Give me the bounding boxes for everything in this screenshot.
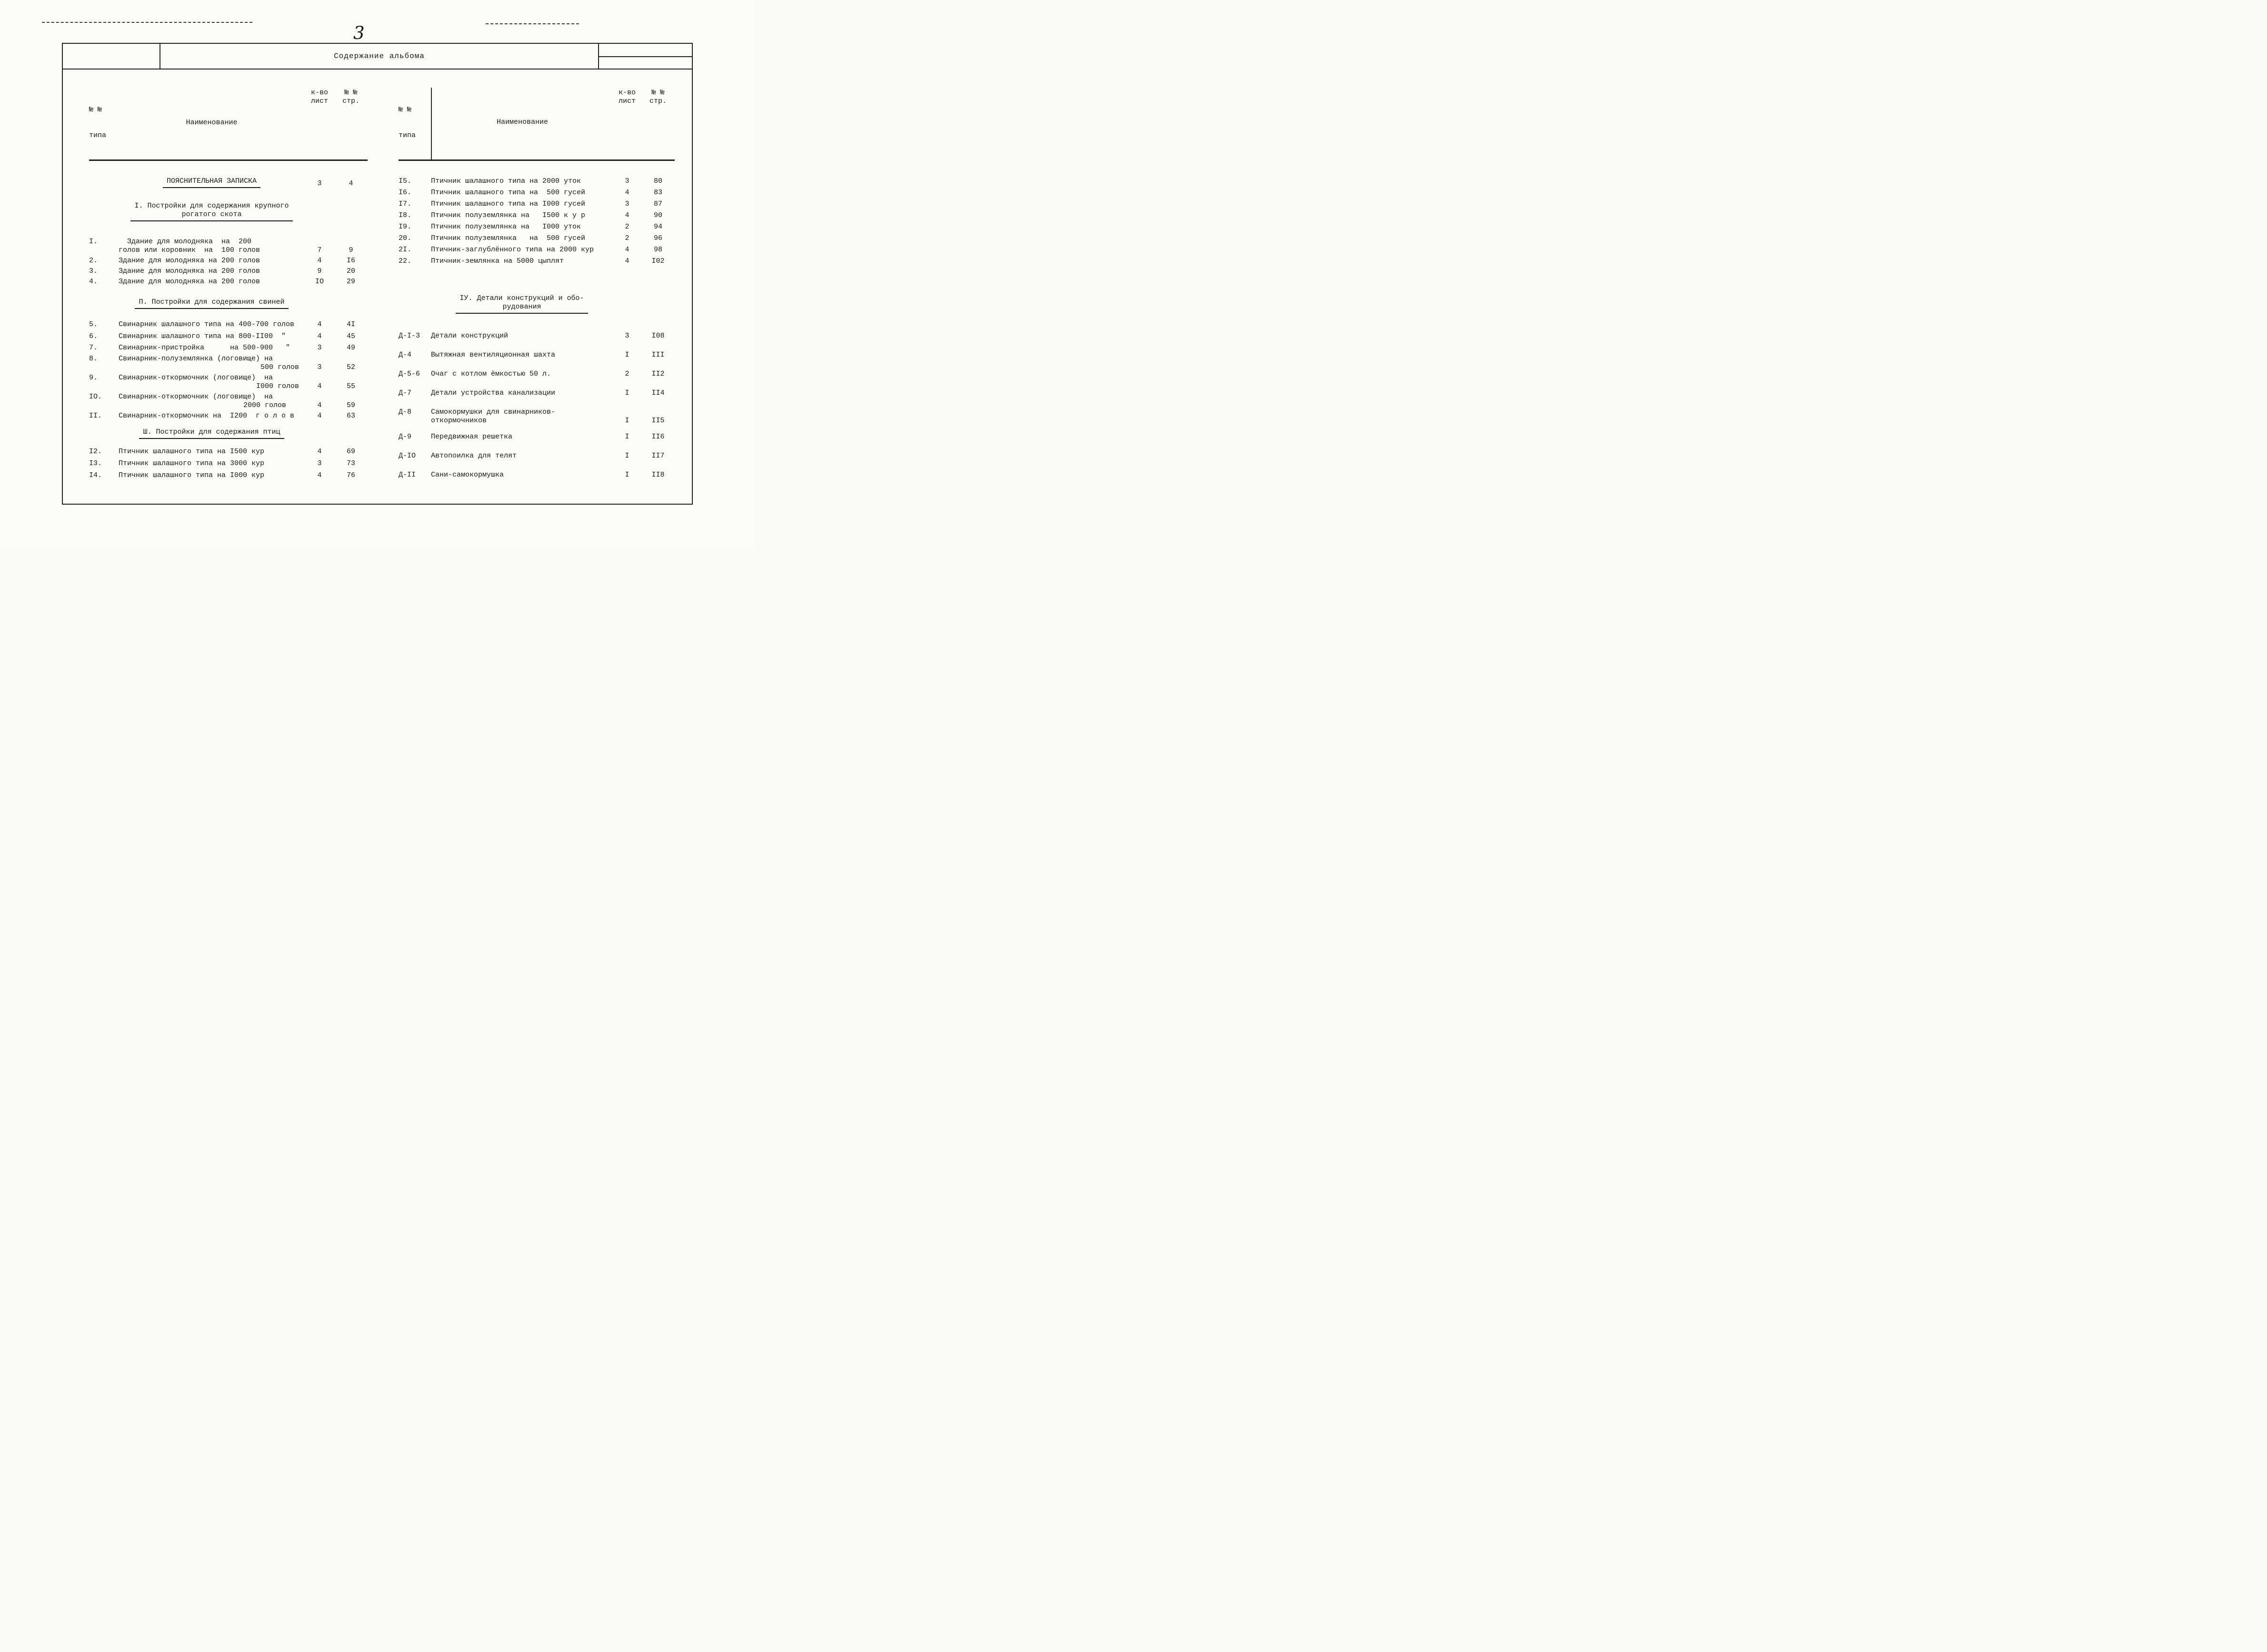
entry-title-line: Свинарник шалашного типа на 800-II00 " — [119, 332, 286, 340]
entry-title — [431, 177, 613, 186]
entry-title — [119, 448, 305, 456]
title-block — [63, 44, 692, 70]
sheet-count: I — [625, 417, 629, 425]
entry-type-number: 2I. — [399, 246, 412, 254]
entry-title — [431, 294, 613, 314]
entry-type-number: 6. — [89, 332, 98, 340]
entry-title — [431, 332, 613, 340]
entry-title — [431, 234, 613, 243]
toc-heading-row — [89, 298, 368, 309]
toc-entry-row — [89, 320, 368, 329]
entry-title-line: Передвижная решетка — [431, 433, 513, 441]
entry-title-line: 500 голов — [260, 363, 299, 371]
entry-title-line: Свинарник-откормочник на I200 г о л о в — [119, 412, 295, 420]
entry-type-number: 3. — [89, 267, 98, 275]
sheet-count: IO — [315, 278, 324, 286]
page-ref: 96 — [653, 234, 662, 242]
entry-title-line: Птичник шалашного типа на I000 гусей — [431, 200, 586, 208]
entry-type-number: 5. — [89, 320, 98, 328]
title-block-right-bottom-cell — [599, 57, 692, 69]
toc-entry-row — [399, 452, 675, 460]
sheet-count: I — [625, 351, 629, 359]
toc-entry-row — [89, 355, 368, 372]
entry-title — [431, 257, 613, 266]
entry-title-line: Вытяжная вентиляционная шахта — [431, 351, 556, 359]
header-type-number-line2: типа — [89, 131, 107, 139]
entry-title — [119, 202, 305, 221]
entry-title-line: Здание для молодняка на 200 голов — [119, 267, 260, 275]
entry-title-line: откормочников — [431, 417, 487, 425]
toc-entry-row — [89, 238, 368, 255]
entry-title-line: Сани-самокормушка — [431, 471, 504, 479]
sheet-count: I — [625, 452, 629, 460]
scan-artifact-line-left — [42, 22, 252, 23]
sheet-count: I — [625, 471, 629, 479]
entry-title — [119, 344, 305, 352]
header-name: Наименование — [431, 88, 613, 159]
entry-title-line: Птичник шалашного типа на I000 кур — [119, 471, 265, 479]
entry-title — [119, 267, 305, 276]
page-ref: II8 — [651, 471, 665, 479]
toc-entry-row — [399, 351, 675, 359]
entry-type-number: I3. — [89, 459, 102, 468]
entry-type-number: I7. — [399, 200, 412, 208]
entry-title-line: I000 голов — [256, 382, 299, 390]
header-sheet-count — [613, 89, 641, 157]
toc-heading-row — [89, 428, 368, 439]
toc-entry-row — [89, 393, 368, 410]
entry-title-line: Птичник шалашного типа на 2000 уток — [431, 177, 581, 185]
entry-title-line: I. Постройки для содержания крупного — [134, 202, 289, 210]
entry-title — [119, 428, 305, 439]
entry-title — [431, 246, 613, 254]
entry-title — [119, 332, 305, 341]
page-ref: 69 — [346, 448, 355, 456]
entry-title-line: рогатого скота — [181, 210, 242, 219]
page-ref: 52 — [346, 363, 355, 371]
toc-entry-row — [399, 211, 675, 220]
entry-type-number: 7. — [89, 344, 98, 352]
entry-type-number: Д-5-6 — [399, 370, 420, 378]
entry-type-number: 2. — [89, 257, 98, 265]
header-page-number-line1: № № — [651, 89, 665, 97]
toc-entry-row — [89, 344, 368, 352]
page-ref: II4 — [651, 389, 665, 397]
entry-title-line: 2000 голов — [243, 401, 299, 409]
toc-entry-row — [399, 389, 675, 398]
page-ref: I6 — [346, 257, 355, 265]
toc-entry-row — [399, 408, 675, 425]
entry-type-number: Д-IO — [399, 452, 416, 460]
entry-type-number: I. — [89, 238, 98, 246]
entry-title — [431, 189, 613, 197]
sheet-count: 3 — [317, 179, 322, 188]
entry-title — [119, 393, 305, 410]
page-ref: 4 — [349, 179, 353, 188]
sheet-count: 3 — [317, 459, 322, 468]
entry-type-number: I8. — [399, 211, 412, 219]
section-heading — [130, 202, 292, 221]
entry-title-line: Детали конструкций — [431, 332, 509, 340]
page-ref: 4I — [346, 320, 355, 328]
entry-title — [431, 389, 613, 398]
section-heading — [135, 298, 288, 309]
document-page — [0, 0, 756, 551]
toc-right-half — [399, 70, 675, 479]
page-ref: 83 — [653, 189, 662, 197]
entry-title — [431, 408, 613, 425]
title-block-right-cell — [598, 44, 692, 69]
entry-title-line: Свинарник-откормочник (логовище) на — [119, 374, 273, 382]
entry-type-number: Д-8 — [399, 408, 412, 416]
sheet-count: I — [625, 433, 629, 441]
entry-title — [119, 471, 305, 480]
sheet-count: 7 — [317, 246, 322, 254]
entry-title-line: Очаг с котлом ёмкостью 50 л. — [431, 370, 551, 378]
entry-title-line: Здание для молодняка на 200 голов — [119, 257, 260, 265]
header-sheet-count-line1: к-во — [310, 89, 328, 97]
toc-entry-row — [89, 332, 368, 341]
entry-type-number: II. — [89, 412, 102, 420]
page-ref: II5 — [651, 417, 665, 425]
entry-title-line: П. Постройки для содержания свиней — [139, 298, 285, 306]
entry-title-line: голов или коровник на 100 голов — [119, 246, 260, 254]
entry-title — [431, 433, 613, 441]
scan-artifact-line-right — [486, 23, 579, 24]
toc-rows-left — [89, 177, 368, 480]
entry-type-number: 4. — [89, 278, 98, 286]
entry-title-line: Автопоилка для телят — [431, 452, 517, 460]
header-type-number-line1: № № — [399, 106, 412, 114]
page-ref: II6 — [651, 433, 665, 441]
toc-entry-row — [89, 278, 368, 286]
entry-title — [431, 351, 613, 359]
toc-rows-right — [399, 177, 675, 479]
entry-title-line: Птичник-землянка на 5000 цыплят — [431, 257, 564, 265]
toc-entry-row — [399, 471, 675, 479]
entry-title — [119, 355, 305, 372]
entry-type-number: 20. — [399, 234, 412, 242]
title-block-left-cell — [63, 44, 160, 69]
title-block-right-top-cell — [599, 44, 692, 57]
entry-title-line: Птичник-заглублённого типа на 2000 кур — [431, 246, 594, 254]
entry-title-line: Птичник полуземлянка на 500 гусей — [431, 234, 586, 242]
entry-type-number: I6. — [399, 189, 412, 197]
header-type-number-line1: № № — [89, 106, 102, 114]
entry-title-line: Свинарник-откормочник (логовище) на — [119, 393, 273, 401]
toc-entry-row — [399, 177, 675, 186]
sheet-count: 3 — [317, 363, 322, 371]
page-ref: 90 — [653, 211, 662, 219]
toc-entry-row — [399, 223, 675, 231]
entry-title — [431, 370, 613, 378]
entry-type-number: Д-I-3 — [399, 332, 420, 340]
header-sheet-count-line2: лист — [310, 97, 328, 105]
entry-type-number: Д-4 — [399, 351, 412, 359]
toc-entry-row — [399, 189, 675, 197]
toc-heading-row — [399, 294, 675, 314]
entry-title-line: Птичник полуземлянка на I000 уток — [431, 223, 581, 231]
entry-title — [119, 412, 305, 420]
toc-left-half — [89, 70, 368, 480]
table-header-left — [89, 89, 368, 161]
page-ref: 29 — [346, 278, 355, 286]
sheet-count: 4 — [317, 320, 322, 328]
page-ref: II7 — [651, 452, 665, 460]
entry-title-line: Ш. Постройки для содержания птиц — [143, 428, 280, 436]
table-header-right — [399, 89, 675, 161]
header-page-number — [641, 89, 675, 157]
toc-heading-row — [89, 177, 368, 188]
page-ref: I02 — [651, 257, 665, 265]
page-ref: 20 — [346, 267, 355, 275]
page-ref: II2 — [651, 370, 665, 378]
entry-title — [119, 177, 305, 188]
sheet-count: 4 — [625, 211, 629, 219]
header-type-number — [399, 89, 431, 157]
entry-title — [119, 298, 305, 309]
entry-type-number: Д-II — [399, 471, 416, 479]
toc-entry-row — [399, 332, 675, 340]
entry-title-line: Птичник шалашного типа на I500 кур — [119, 448, 265, 456]
toc-entry-row — [89, 412, 368, 420]
page-ref: 73 — [346, 459, 355, 468]
entry-title — [119, 238, 305, 255]
entry-type-number: I2. — [89, 448, 102, 456]
entry-title-line: ПОЯСНИТЕЛЬНАЯ ЗАПИСКА — [166, 177, 257, 185]
toc-entry-row — [399, 433, 675, 441]
header-sheet-count — [305, 89, 334, 157]
section-heading — [456, 294, 588, 314]
entry-title-line: Детали устройства канализации — [431, 389, 556, 397]
header-type-number-line2: типа — [399, 131, 416, 139]
header-sheet-count-line2: лист — [618, 97, 636, 105]
header-page-number-line2: стр. — [342, 97, 360, 105]
entry-title-line: Свинарник шалашного типа на 400-700 голов — [119, 320, 295, 328]
entry-title-line: Птичник шалашного типа на 500 гусей — [431, 189, 586, 197]
toc-entry-row — [89, 459, 368, 468]
entry-title — [119, 459, 305, 468]
toc-entry-row — [399, 234, 675, 243]
sheet-count: 3 — [625, 332, 629, 340]
entry-title-line: Птичник полуземлянка на I500 к у р — [431, 211, 586, 219]
entry-title-line: Самокормушки для свинарников- — [431, 408, 556, 416]
entry-type-number: Д-9 — [399, 433, 412, 441]
entry-title — [431, 452, 613, 460]
sheet-count: 2 — [625, 370, 629, 378]
sheet-count: 4 — [625, 189, 629, 197]
entry-type-number: 22. — [399, 257, 412, 265]
entry-title — [119, 278, 305, 286]
header-page-number-line2: стр. — [649, 97, 667, 105]
toc-heading-row — [89, 202, 368, 221]
header-sheet-count-line1: к-во — [618, 89, 636, 97]
album-title: Содержание альбома — [334, 52, 425, 60]
toc-entry-row — [89, 471, 368, 480]
page-ref: 49 — [346, 344, 355, 352]
header-name: Наименование — [186, 119, 238, 127]
sheet-count: 3 — [317, 344, 322, 352]
sheet-count: 2 — [625, 234, 629, 242]
sheet-count: 4 — [317, 412, 322, 420]
toc-entry-row — [399, 200, 675, 209]
entry-title — [431, 471, 613, 479]
toc-entry-row — [89, 267, 368, 276]
toc-entry-row — [89, 448, 368, 456]
toc-entry-row — [399, 257, 675, 266]
sheet-count: I — [625, 389, 629, 397]
sheet-count: 4 — [317, 257, 322, 265]
page-ref: I08 — [651, 332, 665, 340]
sheet-count: 2 — [625, 223, 629, 231]
entry-title — [119, 257, 305, 265]
sheet-count: 4 — [317, 332, 322, 340]
header-page-number-line1: № № — [344, 89, 358, 97]
toc-entry-row — [89, 374, 368, 391]
page-ref: 55 — [346, 382, 355, 390]
page-ref: 45 — [346, 332, 355, 340]
page-number: 3 — [353, 23, 365, 43]
sheet-count: 3 — [625, 200, 629, 208]
sheet-count: 9 — [317, 267, 322, 275]
entry-title-line: Птичник шалашного типа на 3000 кур — [119, 459, 265, 468]
page-ref: 98 — [653, 246, 662, 254]
sheet-count: 4 — [317, 448, 322, 456]
entry-title — [119, 320, 305, 329]
sheet-count: 4 — [317, 471, 322, 479]
entry-title — [431, 211, 613, 220]
sheet-count: 3 — [625, 177, 629, 185]
toc-entry-row — [89, 257, 368, 265]
entry-type-number: Д-7 — [399, 389, 412, 397]
entry-type-number: IO. — [89, 393, 102, 401]
page-ref: 59 — [346, 401, 355, 409]
entry-type-number: I5. — [399, 177, 412, 185]
toc-content — [63, 70, 692, 505]
document-frame — [62, 43, 693, 505]
sheet-count: 4 — [317, 401, 322, 409]
entry-type-number: 8. — [89, 355, 98, 363]
page-ref: 80 — [653, 177, 662, 185]
entry-title-line: Здание для молодняка на 200 голов — [119, 278, 260, 286]
entry-type-number: I9. — [399, 223, 412, 231]
entry-type-number: I4. — [89, 471, 102, 479]
entry-title — [431, 223, 613, 231]
toc-entry-row — [399, 246, 675, 254]
entry-title-line: рудования — [502, 303, 541, 311]
sheet-count: 4 — [625, 257, 629, 265]
entry-title-line: Свинарник-пристройка на 500-900 " — [119, 344, 290, 352]
page-ref: 9 — [349, 246, 353, 254]
sheet-count: 4 — [317, 382, 322, 390]
entry-title-line: IУ. Детали конструкций и обо- — [459, 294, 584, 302]
header-type-number — [89, 89, 119, 157]
page-ref: 87 — [653, 200, 662, 208]
page-ref: III — [651, 351, 665, 359]
entry-title — [431, 200, 613, 209]
entry-type-number: 9. — [89, 374, 98, 382]
header-page-number — [334, 89, 368, 157]
entry-title-line: Свинарник-полуземлянка (логовище) на — [119, 355, 273, 363]
page-ref: 94 — [653, 223, 662, 231]
entry-title-line: Здание для молодняка на 200 — [119, 238, 252, 246]
page-ref: 63 — [346, 412, 355, 420]
sheet-count: 4 — [625, 246, 629, 254]
section-heading — [139, 428, 284, 439]
toc-entry-row — [399, 370, 675, 378]
section-heading — [163, 177, 260, 188]
entry-title — [119, 374, 305, 391]
page-ref: 76 — [346, 471, 355, 479]
